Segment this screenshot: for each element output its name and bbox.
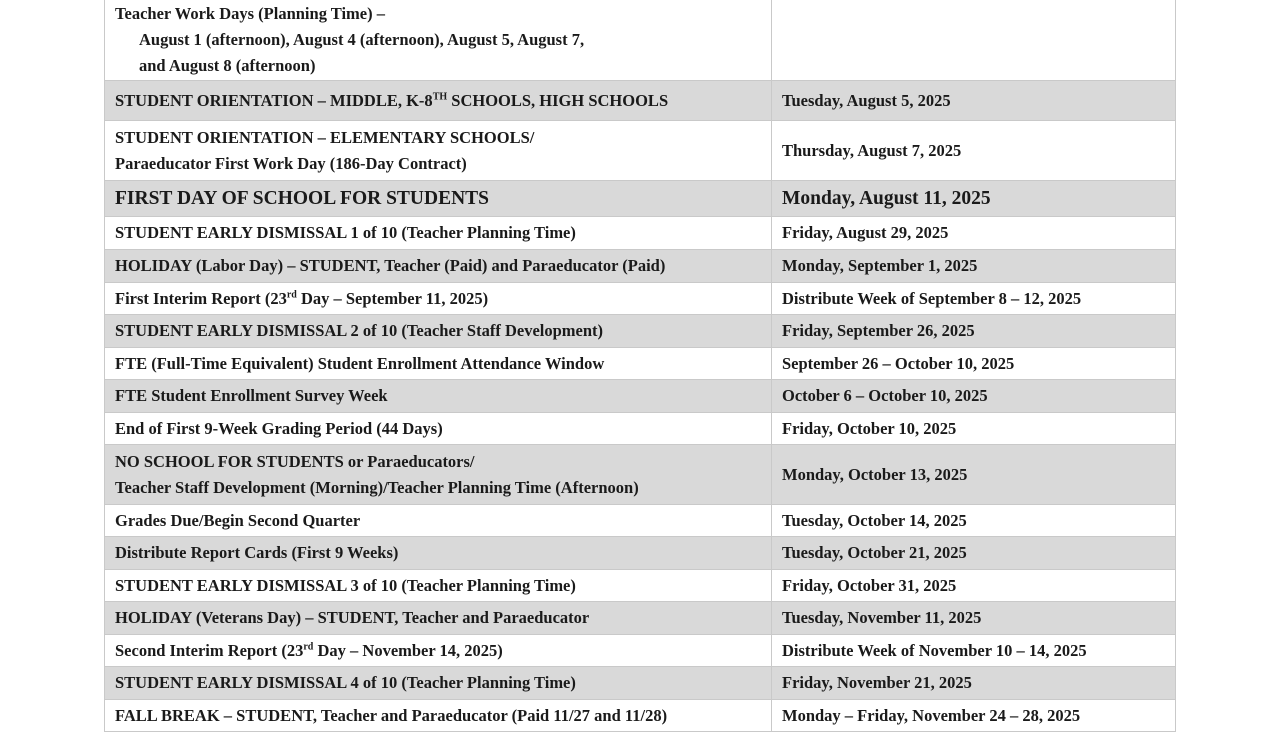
table-row — [105, 315, 1176, 348]
event-text: FTE Student Enrollment Survey Week — [115, 386, 388, 405]
event-line — [115, 125, 761, 151]
event-line — [115, 286, 761, 312]
event-text: Grades Due/Begin Second Quarter — [115, 510, 361, 530]
date-cell: Friday, October 10, 2025 — [772, 413, 1176, 445]
event-cell — [105, 315, 772, 348]
event-line — [115, 27, 761, 53]
event-text: FALL BREAK – STUDENT, Teacher and Paraeducator (Paid 11/27 and 11/28) — [115, 705, 668, 725]
event-line — [115, 351, 761, 377]
date-cell: Tuesday, August 5, 2025 — [772, 81, 1176, 121]
event-text-cont: SCHOOLS, HIGH SCHOOLS — [447, 90, 669, 110]
event-line — [115, 383, 761, 409]
date-cell: Monday – Friday, November 24 – 28, 2025 — [772, 700, 1176, 732]
event-line — [115, 475, 761, 501]
table-row — [105, 283, 1176, 315]
event-cell — [105, 0, 772, 81]
event-cell — [105, 217, 772, 250]
event-line — [115, 88, 761, 114]
table-row — [105, 635, 1176, 667]
event-cell — [105, 413, 772, 445]
date-cell: Monday, October 13, 2025 — [772, 445, 1176, 505]
table-row — [105, 602, 1176, 635]
event-cell — [105, 348, 772, 380]
date-cell: Distribute Week of September 8 – 12, 2025 — [772, 283, 1176, 315]
date-cell: Monday, September 1, 2025 — [772, 250, 1176, 283]
date-cell: Thursday, August 7, 2025 — [772, 121, 1176, 181]
event-text: and August 8 (afternoon) — [139, 55, 316, 75]
event-cell — [105, 700, 772, 732]
event-cell — [105, 445, 772, 505]
event-line — [115, 605, 761, 631]
superscript: rd — [303, 641, 314, 652]
event-text: STUDENT EARLY DISMISSAL 2 of 10 (Teacher Staff Development) — [115, 321, 604, 340]
event-cell — [105, 570, 772, 602]
event-text: August 1 (afternoon), August 4 (afternoon), August 5, August 7, — [139, 29, 585, 49]
event-cell — [105, 667, 772, 700]
event-line — [115, 670, 761, 696]
event-line — [115, 703, 761, 729]
event-cell — [105, 505, 772, 537]
event-text: NO SCHOOL FOR STUDENTS or Paraeducators/ — [115, 451, 475, 471]
event-line — [115, 186, 761, 212]
event-line — [115, 573, 761, 599]
date-cell: Tuesday, October 14, 2025 — [772, 505, 1176, 537]
event-text: HOLIDAY (Veterans Day) – STUDENT, Teacher and Paraeducator — [115, 608, 590, 627]
table-row — [105, 537, 1176, 570]
event-text: STUDENT ORIENTATION – MIDDLE, K-8 — [115, 90, 433, 110]
table-row — [105, 445, 1176, 505]
event-line — [115, 540, 761, 566]
table-row — [105, 380, 1176, 413]
event-text: FTE (Full-Time Equivalent) Student Enrollment Attendance Window — [115, 353, 605, 373]
event-line — [115, 220, 761, 246]
event-text-cont: Day – November 14, 2025) — [313, 640, 503, 660]
date-cell: Distribute Week of November 10 – 14, 2025 — [772, 635, 1176, 667]
event-text: Second Interim Report (23 — [115, 640, 304, 660]
event-line — [115, 151, 761, 177]
table-row — [105, 0, 1176, 81]
event-line — [115, 1, 761, 27]
event-text: Paraeducator First Work Day (186-Day Contract) — [115, 153, 467, 173]
table-row — [105, 121, 1176, 181]
date-cell: Tuesday, November 11, 2025 — [772, 602, 1176, 635]
event-cell — [105, 181, 772, 217]
event-text: STUDENT EARLY DISMISSAL 4 of 10 (Teacher Planning Time) — [115, 673, 576, 692]
superscript: TH — [432, 91, 448, 102]
event-cell — [105, 121, 772, 181]
table-row — [105, 181, 1176, 217]
event-text: Teacher Staff Development (Morning)/Teacher Planning Time (Afternoon) — [115, 477, 639, 497]
event-text: First Interim Report (23 — [115, 288, 287, 308]
table-row — [105, 348, 1176, 380]
table-row — [105, 505, 1176, 537]
date-cell: Friday, August 29, 2025 — [772, 217, 1176, 250]
event-text-cont: Day – September 11, 2025) — [296, 288, 489, 308]
event-text: STUDENT ORIENTATION – ELEMENTARY SCHOOLS/ — [115, 127, 535, 147]
event-cell — [105, 81, 772, 121]
table-row — [105, 217, 1176, 250]
event-cell — [105, 250, 772, 283]
event-line — [115, 508, 761, 534]
date-cell: Monday, August 11, 2025 — [772, 181, 1176, 217]
event-line — [115, 416, 761, 442]
date-cell: October 6 – October 10, 2025 — [772, 380, 1176, 413]
table-row — [105, 700, 1176, 732]
table-row — [105, 667, 1176, 700]
event-cell — [105, 602, 772, 635]
date-cell: Friday, November 21, 2025 — [772, 667, 1176, 700]
event-cell — [105, 380, 772, 413]
table-row — [105, 570, 1176, 602]
table-row — [105, 81, 1176, 121]
event-text: STUDENT EARLY DISMISSAL 1 of 10 (Teacher Planning Time) — [115, 223, 576, 242]
date-cell: Tuesday, October 21, 2025 — [772, 537, 1176, 570]
event-text: STUDENT EARLY DISMISSAL 3 of 10 (Teacher Planning Time) — [115, 575, 576, 595]
date-cell: September 26 – October 10, 2025 — [772, 348, 1176, 380]
event-cell — [105, 537, 772, 570]
event-line — [115, 449, 761, 475]
event-line — [115, 53, 761, 79]
event-text: End of First 9-Week Grading Period (44 Days) — [115, 418, 443, 438]
event-cell — [105, 635, 772, 667]
event-text: FIRST DAY OF SCHOOL FOR STUDENTS — [115, 187, 490, 209]
event-text: Distribute Report Cards (First 9 Weeks) — [115, 543, 399, 562]
event-line — [115, 318, 761, 344]
school-calendar-table — [104, 0, 1176, 732]
event-cell — [105, 283, 772, 315]
event-line — [115, 638, 761, 664]
event-text: Teacher Work Days (Planning Time) – — [115, 3, 385, 23]
date-cell — [772, 0, 1176, 81]
table-row — [105, 413, 1176, 445]
date-cell: Friday, October 31, 2025 — [772, 570, 1176, 602]
table-row — [105, 250, 1176, 283]
superscript: rd — [286, 289, 297, 300]
event-text: HOLIDAY (Labor Day) – STUDENT, Teacher (Paid) and Paraeducator (Paid) — [115, 256, 666, 275]
event-line — [115, 253, 761, 279]
date-cell: Friday, September 26, 2025 — [772, 315, 1176, 348]
